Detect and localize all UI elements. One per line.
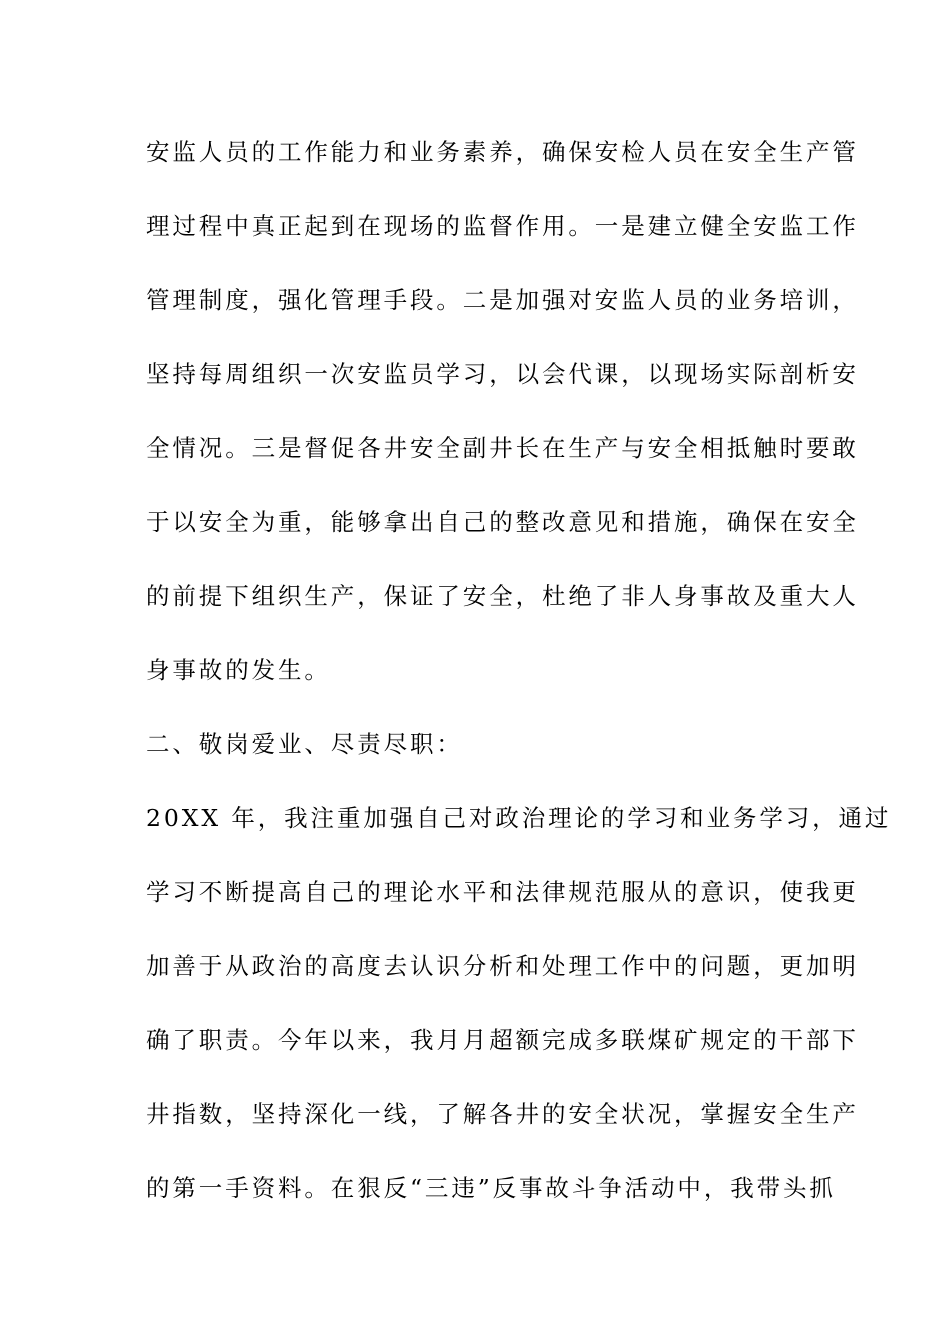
paragraph-line: 学习不断提高自己的理论水平和法律规范服从的意识，使我更 — [146, 878, 859, 906]
paragraph-line: 加善于从政治的高度去认识分析和处理工作中的问题，更加明 — [146, 952, 859, 980]
paragraph-line: 井指数，坚持深化一线，了解各井的安全状况，掌握安全生产 — [146, 1100, 859, 1128]
paragraph-line: 管理制度，强化管理手段。二是加强对安监人员的业务培训， — [146, 286, 859, 314]
paragraph-line: 于以安全为重，能够拿出自己的整改意见和措施，确保在安全 — [146, 508, 859, 536]
paragraph-line: 身事故的发生。 — [146, 656, 331, 684]
paragraph-line: 安监人员的工作能力和业务素养，确保安检人员在安全生产管 — [146, 138, 859, 166]
paragraph-line: 的第一手资料。在狠反“三违”反事故斗争活动中，我带头抓 — [146, 1174, 836, 1202]
paragraph-line: 的前提下组织生产，保证了安全，杜绝了非人身事故及重大人 — [146, 582, 859, 610]
paragraph-line: 理过程中真正起到在现场的监督作用。一是建立健全安监工作 — [146, 212, 859, 240]
paragraph-line: 20XX 年，我注重加强自己对政治理论的学习和业务学习，通过 — [146, 804, 892, 832]
paragraph-line: 确了职责。今年以来，我月月超额完成多联煤矿规定的干部下 — [146, 1026, 859, 1054]
paragraph-line: 坚持每周组织一次安监员学习，以会代课，以现场实际剖析安 — [146, 360, 859, 388]
paragraph-line: 全情况。三是督促各井安全副井长在生产与安全相抵触时要敢 — [146, 434, 859, 462]
section-heading: 二、敬岗爱业、尽责尽职： — [146, 730, 463, 758]
